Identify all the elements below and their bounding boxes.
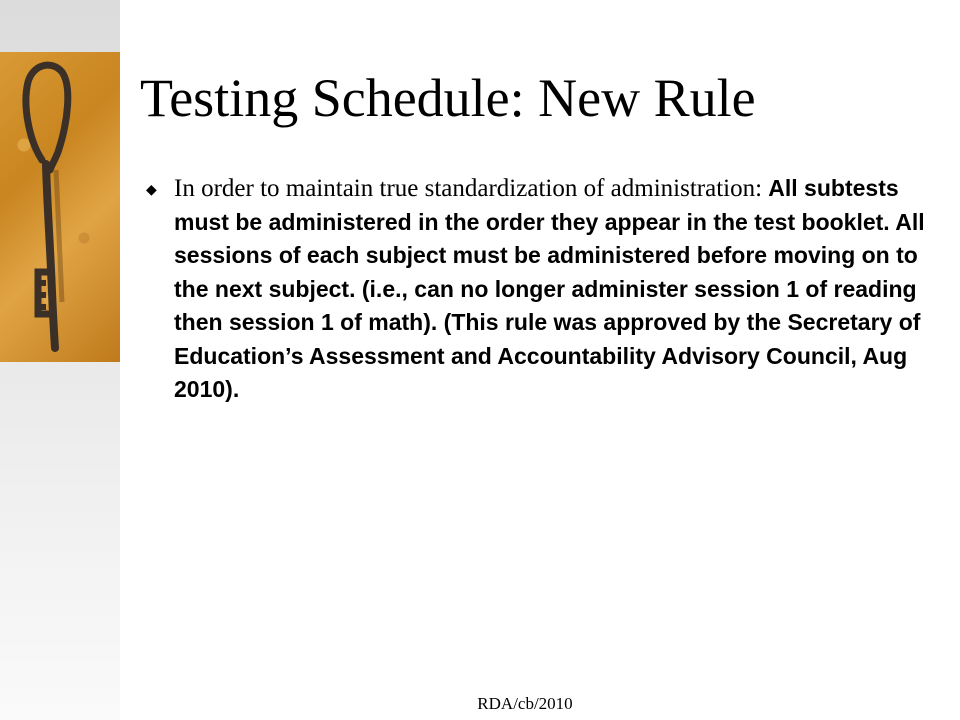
bullet-item <box>146 172 926 407</box>
diamond-bullet-icon: ◆ <box>146 182 157 198</box>
skeleton-key-icon <box>0 52 120 362</box>
slide-body <box>146 172 926 407</box>
bullet-intro-text: In order to maintain true standardization of administration: <box>174 175 769 202</box>
slide-title: Testing Schedule: New Rule <box>140 68 756 128</box>
key-photo <box>0 52 120 362</box>
bullet-bold-text: All subtests must be administered in the order they appear in the test booklet. All sessions of each subject must be administered before moving on to the next subject. (i.e., can no longer administer session 1 of reading then session 1 of math). (This rule was approved by the Secretary of Education’s Assessment and Accountability Advisory Council, Aug 2010). <box>174 175 925 402</box>
slide-footer: RDA/cb/2010 <box>477 694 573 713</box>
